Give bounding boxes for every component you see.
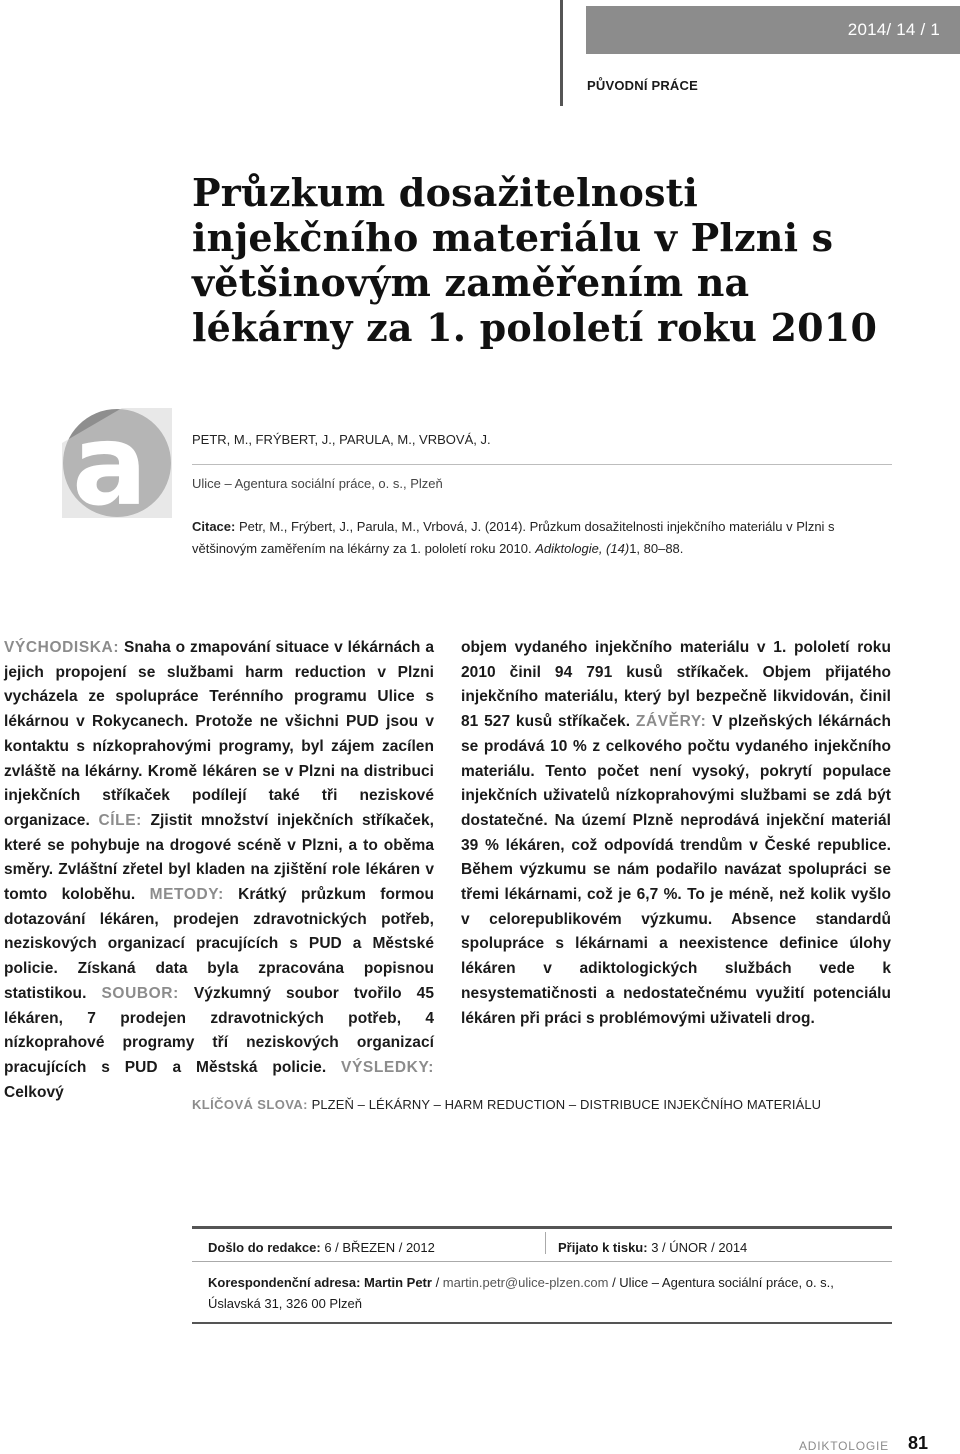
keyword-methods: METODY: bbox=[149, 886, 224, 904]
affiliation: Ulice – Agentura sociální práce, o. s., Plzeň bbox=[192, 476, 443, 491]
article-title: Průzkum dosažitelnosti injekčního materiálu v Plzni s většinovým zaměřením na lékárny za 1. pololetí roku 2010 bbox=[192, 170, 878, 350]
abstract-results-start: Celkový bbox=[4, 1083, 64, 1101]
info-box-bottom-rule bbox=[192, 1322, 892, 1324]
abstract-methods: Krátký průzkum formou dotazování lékáren, prodejen zdravotnických potřeb, neziskových organizací pracujících s PUD a Městské policie. Získaná data byla zpracována popisnou statistikou. bbox=[4, 886, 434, 1002]
abstract-left-column bbox=[4, 636, 434, 1105]
received-label: Došlo do redakce: bbox=[208, 1240, 321, 1255]
corresp-sep: / bbox=[431, 1275, 443, 1290]
corresp-org: / Ulice – Agentura sociální práce, o. s., bbox=[608, 1275, 834, 1290]
received-date bbox=[208, 1240, 435, 1255]
corresp-label: Korespondenční adresa: bbox=[208, 1275, 361, 1290]
info-box-top-rule bbox=[192, 1226, 892, 1229]
abstract-right-column bbox=[461, 636, 891, 1031]
abstract-sample: Výzkumný soubor tvořilo 45 lékáren, 7 prodejen zdravotnických potřeb, 4 nízkoprahové programy tří neziskových organizací pracujících s PUD a Městská policie. bbox=[4, 984, 434, 1076]
keyword-results: VÝSLEDKY: bbox=[341, 1058, 434, 1076]
accepted-label: Přijato k tisku: bbox=[558, 1240, 648, 1255]
corresp-address: Úslavská 31, 326 00 Plzeň bbox=[208, 1296, 362, 1311]
page-number: 81 bbox=[908, 1433, 929, 1453]
journal-logo bbox=[62, 408, 172, 518]
keyword-background: VÝCHODISKA: bbox=[4, 639, 120, 656]
abstract-conclusions: V plzeňských lékárnách se prodává 10 % z celkového počtu vydaného injekčního materiálu. Tento počet není vysoký, pokrytí populace injekčních uživatelů nízkoprahovými službami se zdá být dostatečné. Na území Plzně neprodává injekční materiál 39 % lékáren, což odpovídá trendům v České republice. Během výzkumu se nám podařilo navázat spolupráci se třemi lékárnami, což je 6,7 %. To je méně, než kolik vyšlo v celorepublikovém výzkumu. Absence standardů spolupráce s lékárnami a neexistence definice úlohy lékáren v adiktologických službách vede k nesystematičnosti a nedostatečnému využití potenciálu lékáren při práci s problémovými uživateli drog. bbox=[461, 713, 891, 1027]
corresp-email[interactable]: martin.petr@ulice-plzen.com bbox=[442, 1275, 609, 1290]
footer-journal-name: ADIKTOLOGIE bbox=[799, 1439, 889, 1453]
corresp-name: Martin Petr bbox=[360, 1275, 432, 1290]
keywords-label: KLÍČOVÁ SLOVA: bbox=[192, 1097, 308, 1112]
keyword-aims: CÍLE: bbox=[98, 811, 142, 829]
accepted-date bbox=[558, 1240, 747, 1255]
keyword-conclusions: ZÁVĚRY: bbox=[635, 713, 707, 731]
received-value: 6 / BŘEZEN / 2012 bbox=[320, 1240, 435, 1255]
abstract-background: Snaha o zmapování situace v lékárnách a jejich propojení se službami harm reduction v Plzni vycházela ze spolupráce Terénního programu Ulice s lékárnou v Rokycanech. Protože ne všichni PUD jsou v kontaktu s nízkoprahovými programy, byl zájem zacílen zvláště na lékárny. Kromě lékáren se v Plzni na distribuci injekčních stříkaček podílejí také tři neziskové organizace. bbox=[4, 639, 434, 829]
citation-pages: 1, 80–88. bbox=[629, 541, 684, 556]
section-label: PŮVODNÍ PRÁCE bbox=[587, 78, 698, 93]
abstract-results: objem vydaného injekčního materiálu v 1. pololetí roku 2010 činil 94 791 kusů stříkaček. Objem přijatého injekčního materiálu, který byl bezpečně likvidován, činil 81 527 kusů stříkaček. bbox=[461, 639, 891, 731]
citation bbox=[192, 516, 902, 560]
svg-text:a: a bbox=[72, 408, 148, 518]
keywords-text: PLZEŇ – LÉKÁRNY – HARM REDUCTION – DISTRIBUCE INJEKČNÍHO MATERIÁLU bbox=[307, 1097, 822, 1112]
issue-number: 2014/ 14 / 1 bbox=[847, 20, 940, 39]
keywords bbox=[192, 1097, 821, 1112]
citation-journal: Adiktologie, (14) bbox=[535, 541, 630, 556]
meta-divider bbox=[192, 464, 892, 465]
keyword-sample: SOUBOR: bbox=[101, 984, 179, 1002]
correspondence-address bbox=[208, 1272, 868, 1314]
info-box-separator bbox=[545, 1232, 546, 1254]
header-divider bbox=[560, 0, 563, 106]
citation-label: Citace: bbox=[192, 519, 236, 534]
info-box-mid-rule bbox=[192, 1261, 892, 1262]
citation-text: Petr, M., Frýbert, J., Parula, M., Vrbová, J. (2014). Průzkum dosažitelnosti injekčního materiálu v Plzni s většinovým zaměřením na lékárny za 1. pololetí roku 2010. bbox=[192, 519, 835, 556]
abstract-aims: Zjistit množství injekčních stříkaček, které se pohybuje na drogové scéně v Plzni, a to oběma směry. Zvláštní zřetel byl kladen na zjištění role lékáren v tomto koloběhu. bbox=[4, 811, 434, 904]
authors: PETR, M., FRÝBERT, J., PARULA, M., VRBOVÁ, J. bbox=[192, 432, 491, 447]
accepted-value: 3 / ÚNOR / 2014 bbox=[647, 1240, 748, 1255]
